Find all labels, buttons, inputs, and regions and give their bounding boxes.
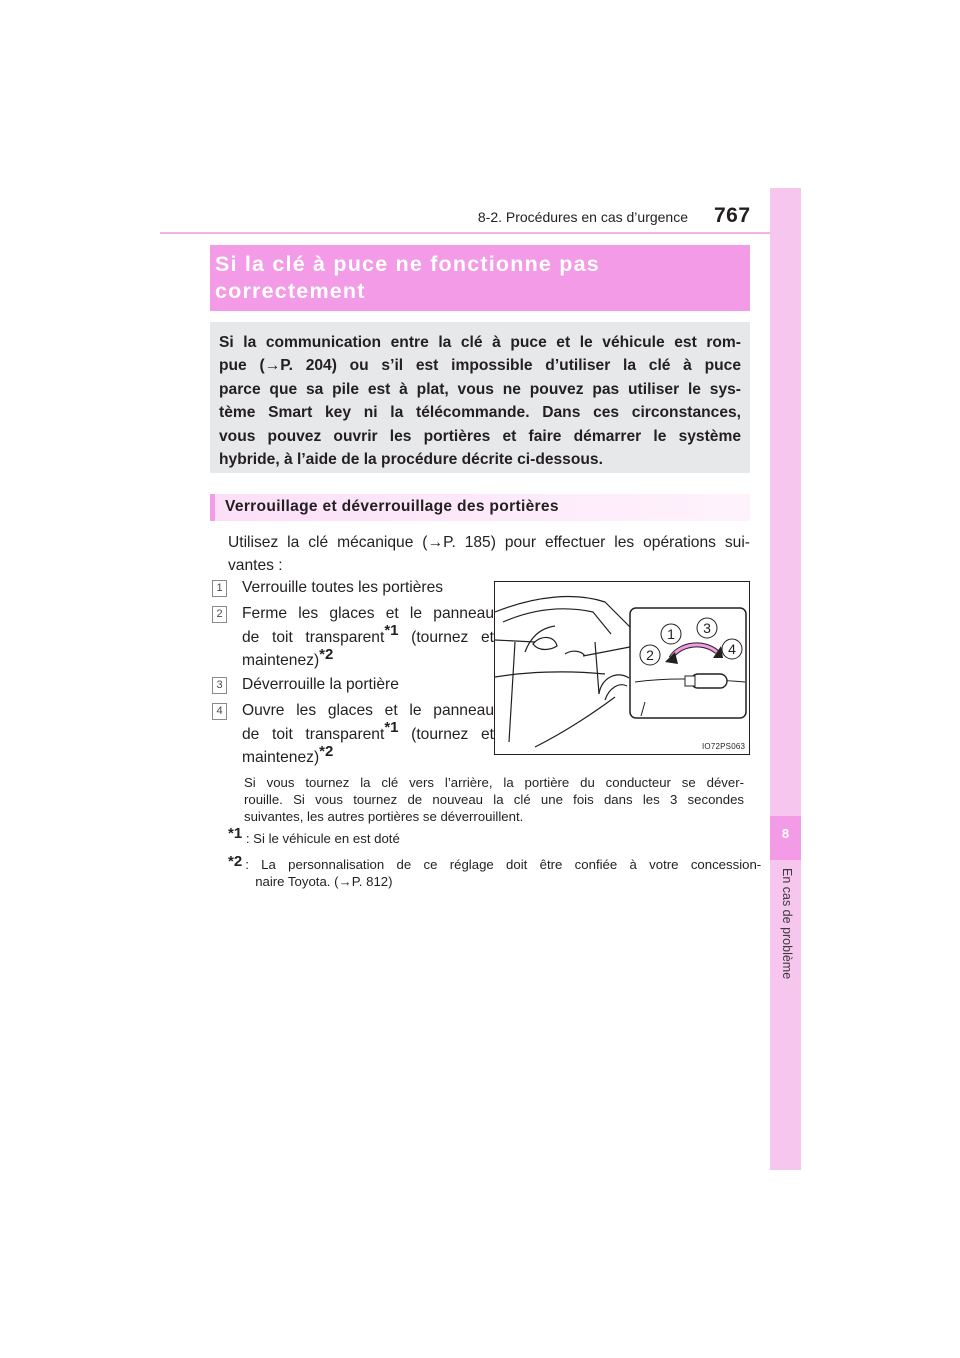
lead-text-line2: vantes :	[228, 557, 283, 574]
header-rule	[160, 232, 800, 234]
list-item-text: Ferme les glaces et le panneau	[242, 605, 494, 622]
intro-line: parce que sa pile est à plat, vous ne pouvez pas utiliser le sys-	[219, 380, 741, 398]
footnote-2	[228, 853, 762, 890]
note-line: Si vous tournez la clé vers l’arrière, la portière du conducteur se déver-	[244, 775, 744, 790]
section-reference: 8-2. Procédures en cas d’urgence	[477, 209, 688, 225]
list-item-text: de toit transparent$^{*1}$ (tournez et	[242, 719, 494, 743]
section-title	[210, 245, 750, 311]
lead-text-line1: Utilisez la clé mécanique (→P. 185) pour effectuer les opérations sui-	[228, 534, 750, 551]
intro-line: Si la communication entre la clé à puce et le véhicule est rom-	[219, 334, 741, 351]
list-item-text: Ouvre les glaces et le panneau	[242, 702, 494, 719]
list-item	[242, 699, 494, 770]
list-item	[242, 576, 494, 600]
intro-box	[210, 322, 750, 473]
list-item-text: de toit transparent$^{*1}$ (tournez et	[242, 622, 494, 646]
chapter-number: 8	[781, 826, 790, 841]
chapter-side-tab	[770, 188, 801, 1170]
note-paragraph	[244, 774, 744, 825]
note-line: rouille. Si vous tournez de nouveau la clé une fois dans les 3 secondes	[244, 792, 744, 807]
list-item	[242, 602, 494, 673]
note-line: suivantes, les autres portières se déverrouillent.	[244, 809, 524, 824]
figure-code: IO72PS063	[702, 742, 746, 751]
intro-line: tème Smart key ni la télécommande. Dans ces circonstances,	[219, 404, 741, 422]
list-item	[242, 673, 494, 697]
car-door-illustration	[495, 582, 750, 755]
section-title-line1: Si la clé à puce ne fonctionne pas	[215, 252, 600, 276]
callout-1: 1	[667, 626, 675, 642]
item-number-badge: 1	[212, 580, 227, 597]
item-number-badge: 4	[212, 703, 227, 720]
section-title-line2: correctement	[215, 279, 366, 303]
intro-line: pue (→P. 204) ou s’il est impossible d’utiliser la clé à puce	[219, 357, 741, 375]
footnote-marker: *2	[228, 853, 243, 870]
footnote-1	[228, 824, 400, 847]
car-door-key-illustration	[494, 581, 750, 755]
callout-4: 4	[728, 641, 736, 657]
intro-line: vous pouvez ouvrir les portières et faire démarrer le système	[219, 427, 741, 445]
callout-3: 3	[703, 620, 711, 636]
chapter-title: En cas de problème	[780, 868, 794, 980]
footnote-text: : La personnalisation de ce réglage doit être confiée à votre concession-	[245, 857, 762, 872]
list-item-text: Déverrouille la portière	[242, 676, 399, 693]
page-number: 767	[714, 204, 751, 227]
item-number-badge: 2	[212, 606, 227, 623]
subsection-heading-text: Verrouillage et déverrouillage des portières	[225, 498, 559, 515]
footnote-text: naire Toyota. (→P. 812)	[255, 874, 393, 889]
item-number-badge: 3	[212, 677, 227, 694]
subsection-heading	[210, 494, 750, 521]
callout-2: 2	[646, 647, 654, 663]
intro-line: hybride, à l’aide de la procédure décrite ci-dessous.	[219, 451, 603, 469]
list-item-text: Verrouille toutes les portières	[242, 579, 444, 596]
list-item-text: maintenez)$^{*2}$	[242, 645, 334, 669]
list-item-text: maintenez)$^{*2}$	[242, 742, 334, 766]
footnote-marker: *1	[228, 824, 243, 842]
footnote-text: : Si le véhicule en est doté	[245, 831, 400, 846]
